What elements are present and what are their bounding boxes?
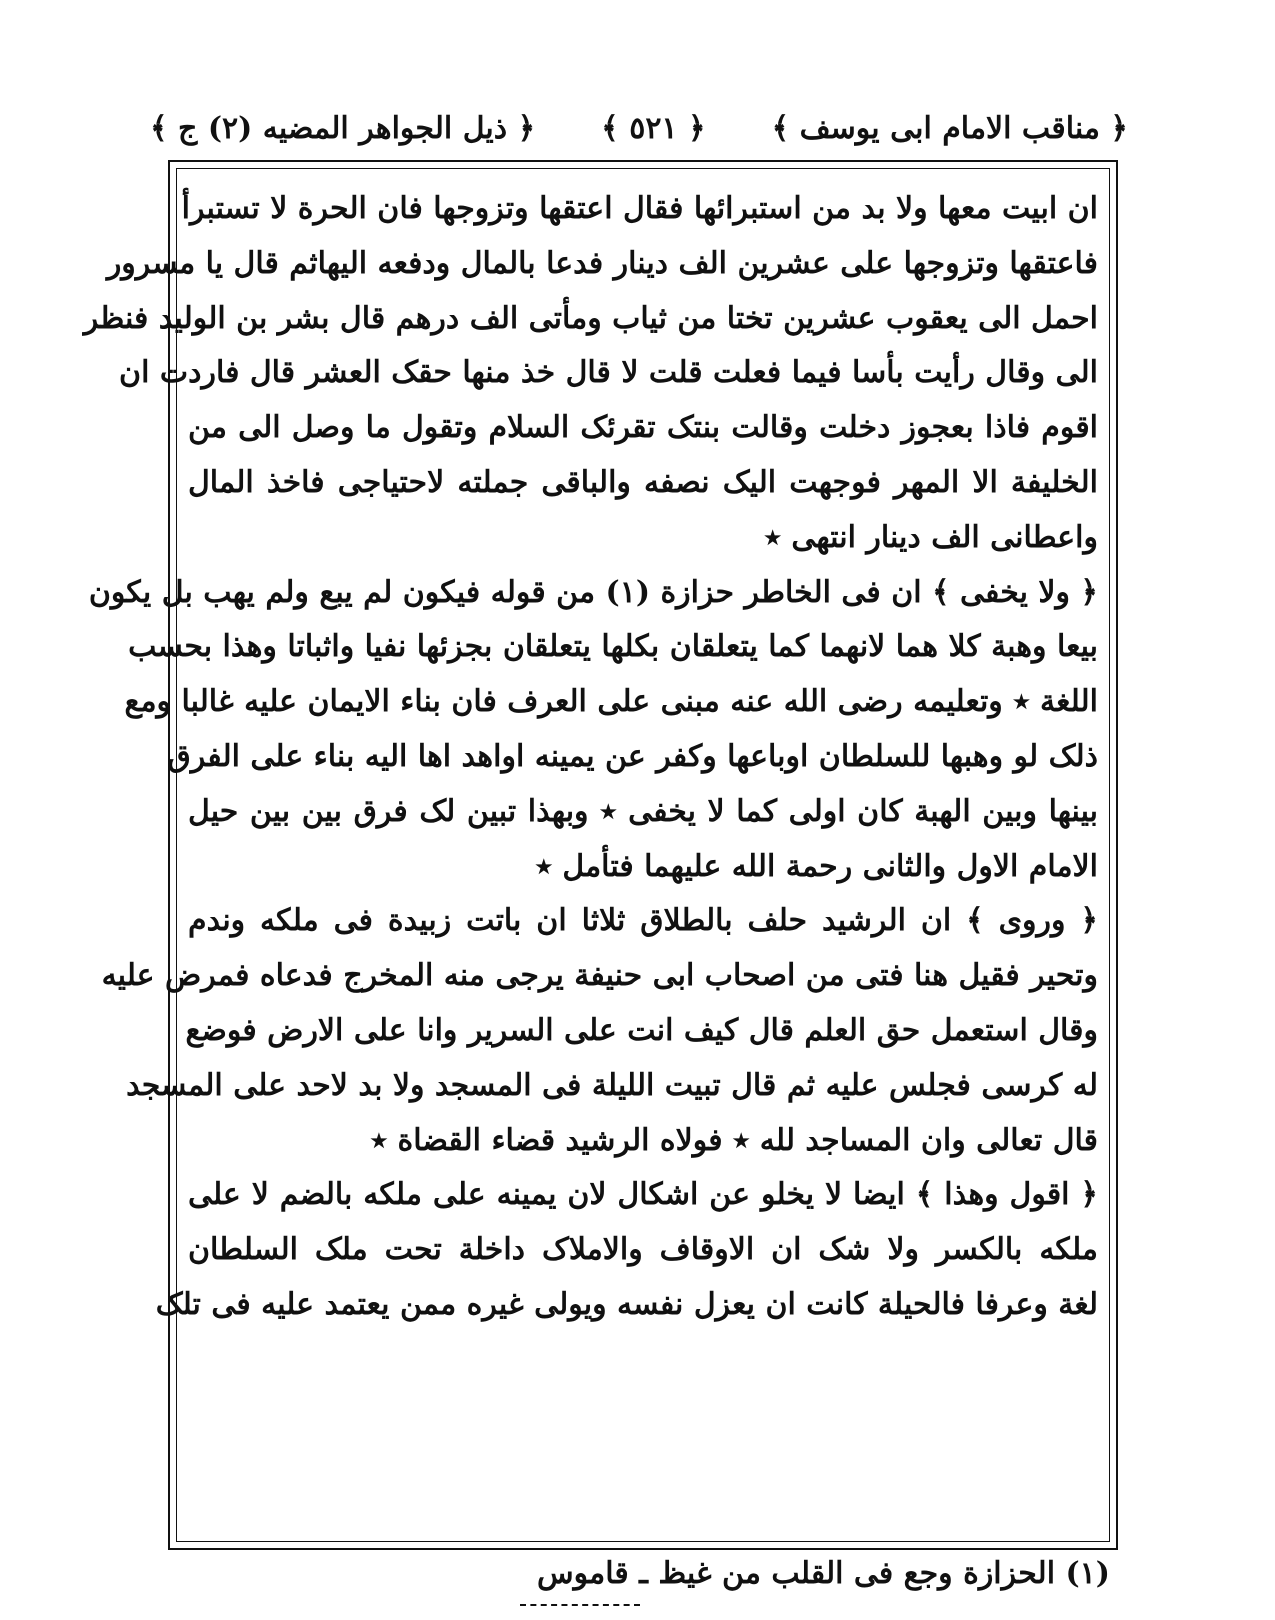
text-line: ﴿ ولا یخفی ﴾ ان فی الخاطر حزازة (١) من قوله فیکون لم یبع ولم یهب بل یکون: [88, 574, 1098, 610]
main-text: [83, 182, 1098, 1333]
header-book-title: ﴿ مناقب الامام ابی یوسف ﴾: [771, 110, 1128, 146]
text-line: ﴿ اقول وهذا ﴾ ایضا لا یخلو عن اشکال لان یمینه علی ملکه بالضم لا علی: [188, 1177, 1098, 1213]
text-line: واعطانی الف دینار انتهی ٭: [764, 519, 1098, 555]
text-line: الی وقال رأیت بأسا فیما فعلت قلت لا قال خذ منها حقک العشر قال فاردت ان: [119, 355, 1098, 391]
text-line: له کرسی فجلس علیه ثم قال تبیت اللیلة فی المسجد ولا بد لاحد علی المسجد: [126, 1067, 1098, 1103]
text-line: الخلیفة الا المهر فوجهت الیک نصفه والباقی جملته لاحتیاجی فاخذ المال: [188, 464, 1098, 500]
text-line: ذلک لو وهبها للسلطان اوباعها وکفر عن یمینه اواهد اها الیه بناء علی الفرق: [167, 738, 1098, 774]
text-line: اقوم فاذا بعجوز دخلت وقالت بنتک تقرئک السلام وتقول ما وصل الی من: [188, 410, 1098, 446]
page-number: ﴿ ٥٢١ ﴾: [601, 110, 706, 146]
header-series-title: ﴿ ذیل الجواهر المضیه (٢) ج ﴾: [150, 110, 536, 146]
text-line: لغة وعرفا فالحیلة کانت ان یعزل نفسه ویولی غیره ممن یعتمد علیه فی تلک: [155, 1286, 1098, 1322]
text-line: وتحیر فقیل هنا فتی من اصحاب ابی حنیفة یرجی منه المخرج فدعاه فمرض علیه: [101, 958, 1098, 994]
text-line: ﴿ وروی ﴾ ان الرشید حلف بالطلاق ثلاثا ان باتت زبیدة فی ملکه وندم: [188, 903, 1098, 939]
running-header: [150, 100, 1128, 156]
footnote: (١) الحزازة وجع فی القلب من غیظ ـ قاموس: [537, 1556, 1110, 1591]
text-line: بینها وبین الهبة کان اولی کما لا یخفی ٭ وبهذا تبین لک فرق بین بین حیل: [188, 793, 1098, 829]
text-line: الامام الاول والثانی رحمة الله علیهما فتأمل ٭: [535, 848, 1098, 884]
text-line: بیعا وهبة کلا هما لانهما کما یتعلقان بکلها یتعلقان بجزئها نفیا واثباتا وهذا بحسب: [128, 629, 1098, 665]
text-line: قال تعالی وان المساجد لله ٭ فولاه الرشید قضاء القضاة ٭: [370, 1122, 1098, 1158]
text-line: ملکه بالکسر ولا شک ان الاوقاف والاملاک داخلة تحت ملک السلطان: [188, 1232, 1098, 1268]
text-line: احمل الی یعقوب عشرین تختا من ثیاب ومأتی الف درهم قال بشر بن الولید فنظر: [83, 300, 1098, 336]
footnote-rule: [520, 1604, 640, 1606]
text-line: اللغة ٭ وتعلیمه رضی الله عنه مبنی علی العرف فان بناء الایمان علیه غالبا ومع: [124, 684, 1098, 720]
text-line: فاعتقها وتزوجها علی عشرین الف دینار فدعا بالمال ودفعه الیهاثم قال یا مسرور: [106, 245, 1098, 281]
text-line: وقال استعمل حق العلم قال کیف انت علی السریر وانا علی الارض فوضع: [185, 1012, 1098, 1048]
text-line: ان ابیت معها ولا بد من استبرائها فقال اعتقها وتزوجها فان الحرة لا تستبرأ: [181, 191, 1098, 226]
